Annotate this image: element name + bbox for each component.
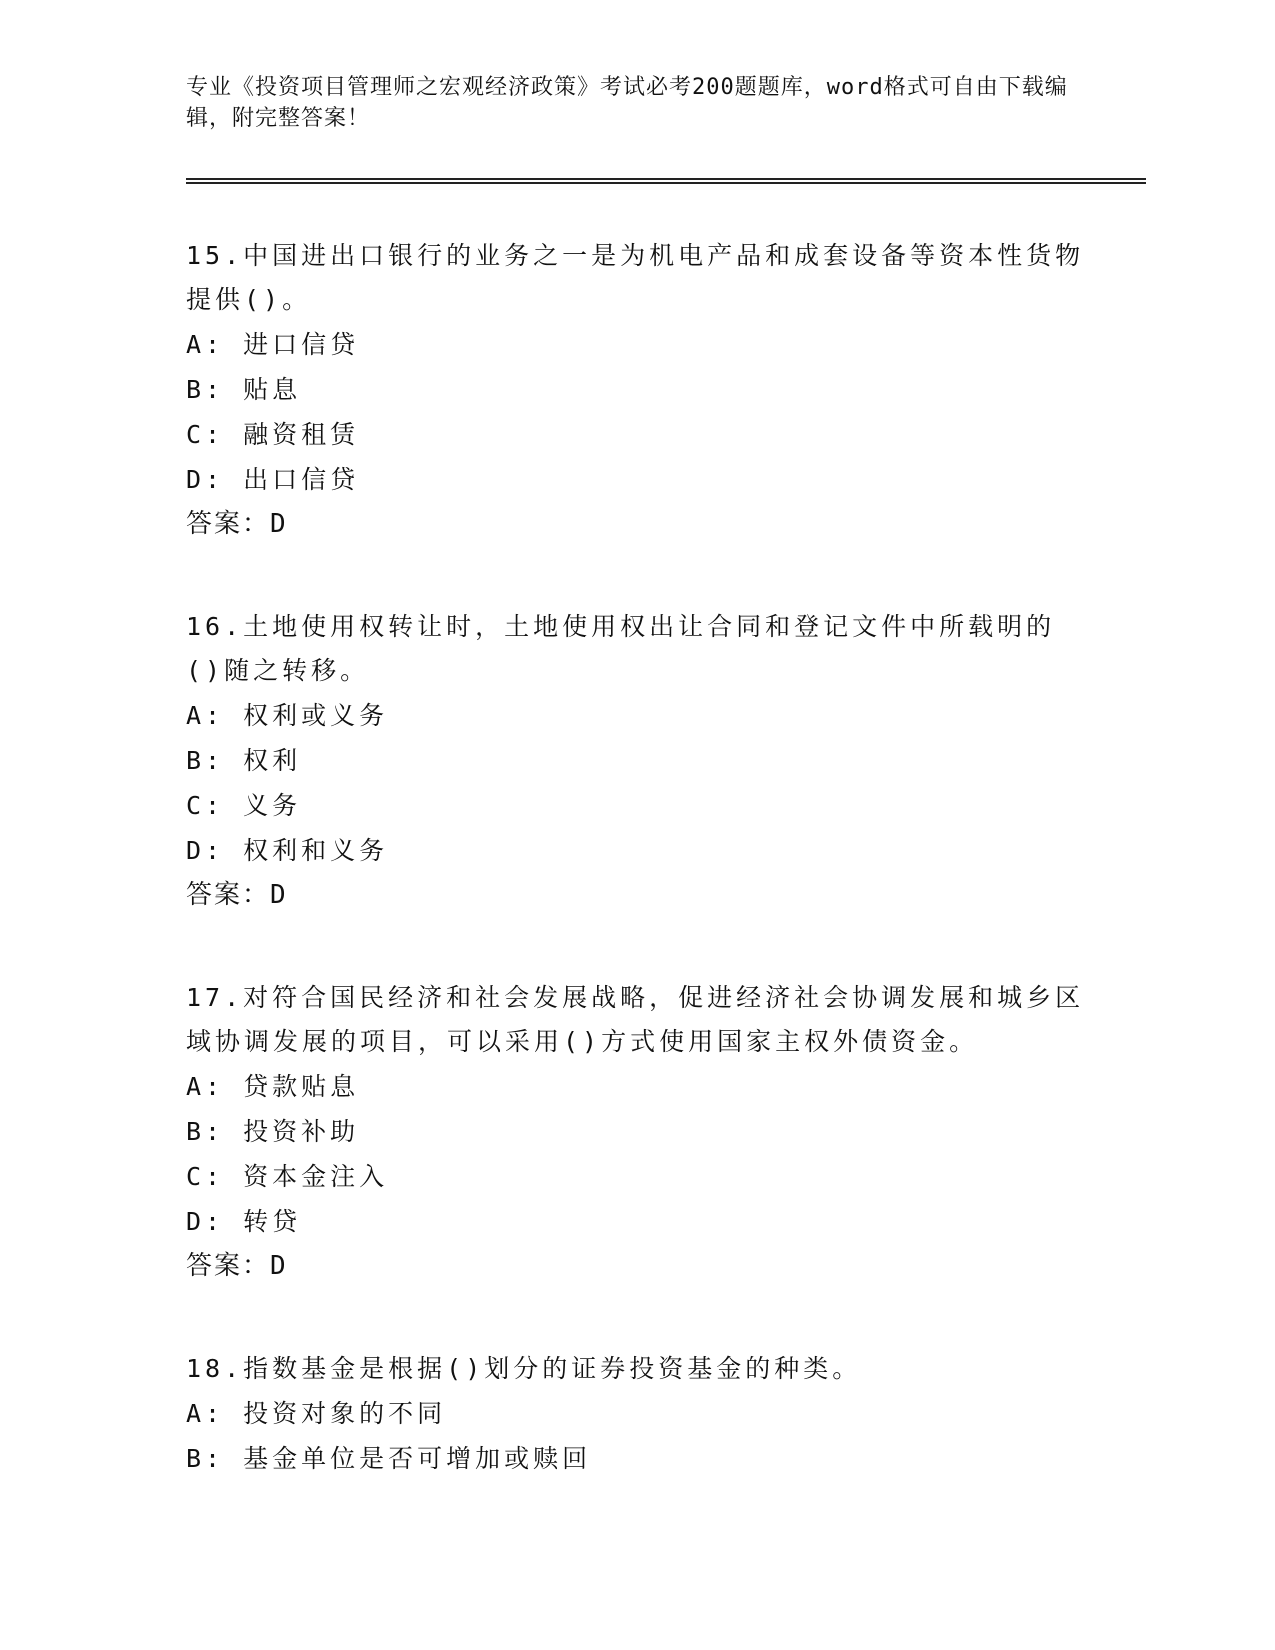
- option-c: C: 义务: [186, 791, 302, 820]
- answer-label: 答案：D: [186, 509, 288, 539]
- question-stem: 17.对符合国民经济和社会发展战略，促进经济社会协调发展和城乡区域协调发展的项目，可以采用()方式使用国家主权外债资金。: [186, 983, 1085, 1056]
- document-header: 专业《投资项目管理师之宏观经济政策》考试必考200题题库，word格式可自由下载编辑，附完整答案！: [186, 75, 1068, 131]
- question-list: [186, 234, 1086, 1539]
- question-stem: 16.土地使用权转让时，土地使用权出让合同和登记文件中所载明的()随之转移。: [186, 612, 1056, 685]
- option-a: A: 贷款贴息: [186, 1072, 360, 1101]
- option-b: B: 权利: [186, 746, 302, 775]
- header-divider: [186, 178, 1146, 184]
- question-16: [186, 605, 1086, 918]
- option-d: D: 出口信贷: [186, 465, 360, 494]
- question-17: [186, 976, 1086, 1289]
- option-d: D: 权利和义务: [186, 836, 389, 865]
- option-c: C: 融资租赁: [186, 420, 360, 449]
- question-stem: 18.指数基金是根据()划分的证券投资基金的种类。: [186, 1354, 862, 1383]
- option-a: A: 权利或义务: [186, 701, 389, 730]
- answer-label: 答案：D: [186, 880, 288, 910]
- question-stem: 15.中国进出口银行的业务之一是为机电产品和成套设备等资本性货物提供()。: [186, 241, 1085, 314]
- question-18: [186, 1347, 1086, 1481]
- answer-label: 答案：D: [186, 1251, 288, 1281]
- option-a: A: 进口信贷: [186, 330, 360, 359]
- question-15: [186, 234, 1086, 547]
- option-b: B: 贴息: [186, 375, 302, 404]
- option-d: D: 转贷: [186, 1207, 302, 1236]
- option-b: B: 基金单位是否可增加或赎回: [186, 1444, 592, 1473]
- option-b: B: 投资补助: [186, 1117, 360, 1146]
- option-c: C: 资本金注入: [186, 1162, 389, 1191]
- option-a: A: 投资对象的不同: [186, 1399, 447, 1428]
